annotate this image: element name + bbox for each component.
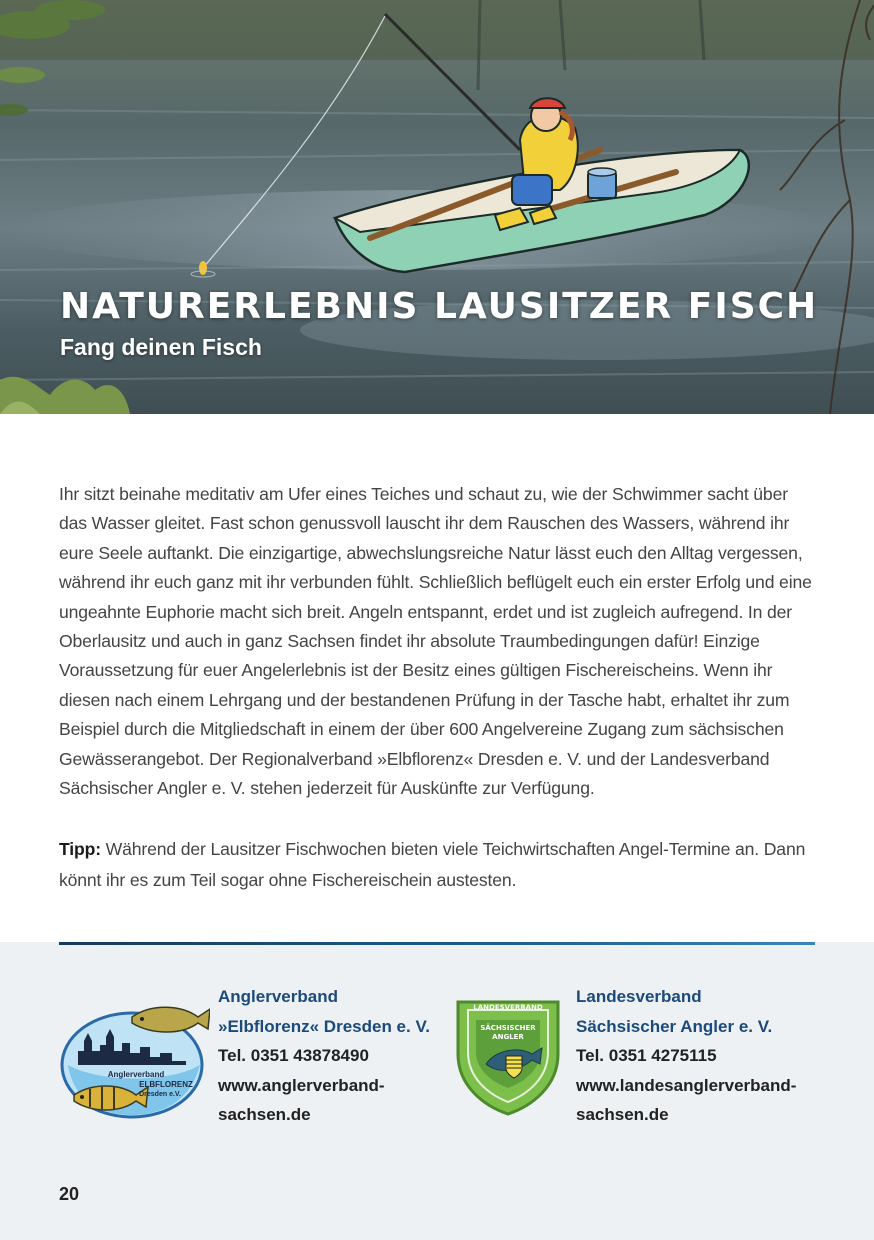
contact-anglerverband bbox=[218, 982, 430, 1130]
landesverband-saechsischer-angler-logo bbox=[452, 994, 564, 1116]
contact-name-line2: »Elbflorenz« Dresden e. V. bbox=[218, 1016, 430, 1036]
anglerverband-elbflorenz-logo bbox=[60, 1003, 210, 1123]
contact-landesverband bbox=[576, 982, 796, 1130]
hero-image bbox=[0, 0, 874, 414]
contact-website-line1[interactable]: www.anglerverband- bbox=[218, 1075, 385, 1095]
page-subtitle: Fang deinen Fisch bbox=[60, 334, 262, 360]
contact-phone: Tel. 0351 4275115 bbox=[576, 1046, 717, 1065]
page-title: NATURERLEBNIS LAUSITZER FISCH bbox=[60, 286, 819, 327]
body-paragraph: Ihr sitzt beinahe meditativ am Ufer eines Teiches und schaut zu, wie der Schwimmer sacht über das Wasser gleitet. Fast schon genussvoll lauscht ihr dem Rauschen des Wassers, während ihr eure Seele auftankt. Die einzigartige, abwechslungsreiche Natur lässt euch den Alltag vergessen, während ihr euch ganz mit ihr verbunden fühlt. Schließlich beflügelt euch ein erster Erfolg und eine ungeahnte Euphorie macht sich breit. Angeln entspannt, erdet und ist zugleich aufregend. In der Oberlausitz und auch in ganz Sachsen findet ihr absolute Traumbedingungen dafür! Einzige Voraussetzung für euer Angelerlebnis ist der Besitz eines gültigen Fischereischeins. Wenn ihr diesen nach einem Lehrgang und der bestandenen Prüfung in der Tasche habt, erhaltet ihr zum Beispiel durch die Mitgliedschaft in einem der über 600 Angelvereine Zugang zum sächsischen Gewässerangebot. Der Regionalverband »Elbflorenz« Dresden e. V. und der Landesverband Sächsischer Angler e. V. stehen jederzeit für Auskünfte zur Verfügung. bbox=[59, 484, 812, 799]
section-divider bbox=[59, 942, 815, 945]
tip-label: Tipp: bbox=[59, 839, 101, 859]
page-number: 20 bbox=[59, 1184, 80, 1204]
tip-paragraph bbox=[59, 834, 819, 896]
contact-website-line1[interactable]: www.landesanglerverband- bbox=[576, 1075, 797, 1095]
logo2-text-1: LANDESVERBAND bbox=[473, 1003, 543, 1012]
logo1-text-2: ELBFLORENZ bbox=[139, 1080, 193, 1089]
logo2-text-2: SÄCHSISCHER bbox=[480, 1024, 536, 1032]
contact-phone: Tel. 0351 43878490 bbox=[218, 1046, 369, 1065]
logo2-text-3: ANGLER bbox=[492, 1033, 524, 1041]
contact-name-line1: Anglerverband bbox=[218, 987, 338, 1006]
logo1-text-3: Dresden e.V. bbox=[139, 1091, 181, 1098]
contact-name-line1: Landesverband bbox=[576, 987, 702, 1006]
contact-name-line2: Sächsischer Angler e. V. bbox=[576, 1016, 773, 1036]
tip-text: Während der Lausitzer Fischwochen bieten viele Teichwirtschaften Angel-Termine an. Dann könnt ihr es zum Teil sogar ohne Fischereischein austesten. bbox=[59, 839, 806, 890]
contact-website-line2[interactable]: sachsen.de bbox=[218, 1105, 311, 1124]
logo1-text-1: Anglerverband bbox=[107, 1070, 165, 1079]
contact-website-line2[interactable]: sachsen.de bbox=[576, 1105, 669, 1124]
